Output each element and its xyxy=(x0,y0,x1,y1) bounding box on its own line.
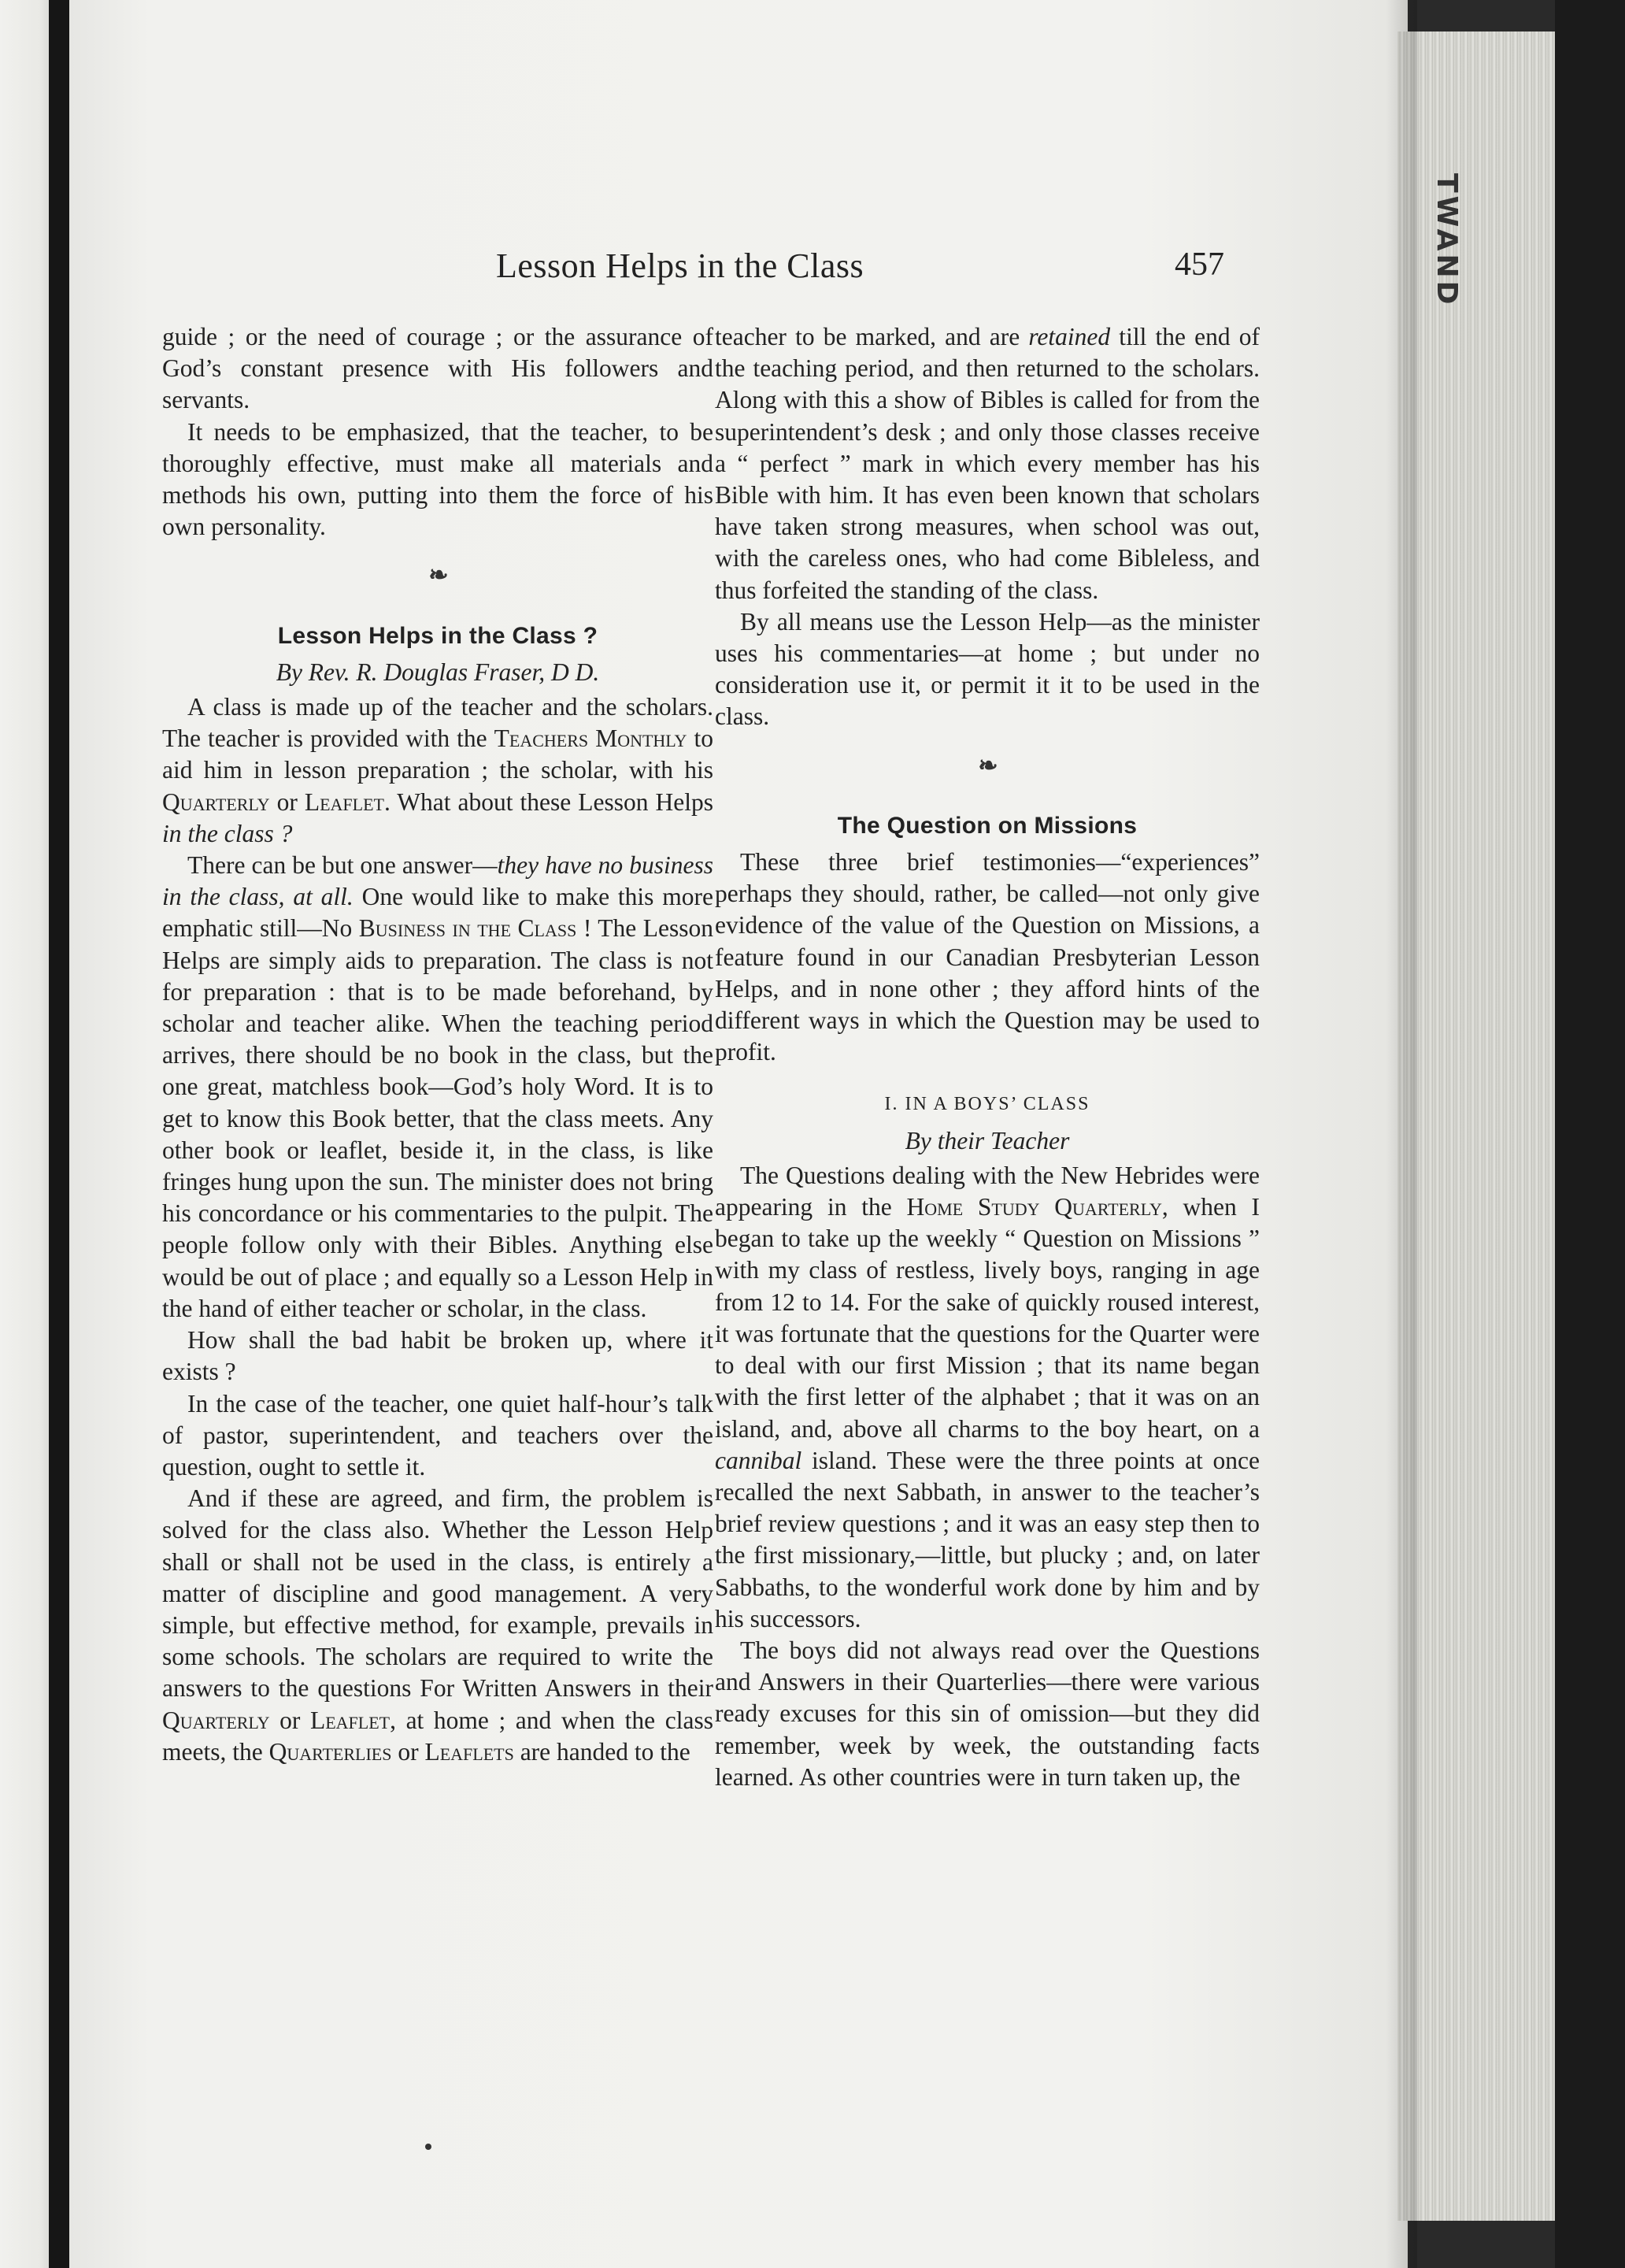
paragraph: It needs to be emphasized, that the teacher, to be thoroughly effective, must make all materials and methods his own, putting into them the force of his own personality. xyxy=(162,417,713,541)
left-column xyxy=(162,321,713,1768)
dark-background xyxy=(1555,0,1625,2268)
subsection-heading: I. IN A BOYS’ CLASS xyxy=(884,1094,1090,1115)
subsection-byline: By their Teacher xyxy=(905,1126,1070,1154)
paragraph: By all means use the Lesson Help—as the minister uses his commentaries—at home ; but under no consideration use it, or permit it it to be used in the class. xyxy=(715,607,1260,731)
paragraph: guide ; or the need of courage ; or the assurance of God’s constant presence with His followers and servants. xyxy=(162,323,713,414)
paragraph: The Questions dealing with the New Hebrides were appearing in the Home Study Quarterly, when I began to take up the weekly “ Question on Missions ” with my class of restless, lively boys, ranging in age from 12 to 14. For the sake of quickly roused interest, it was fortunate that the questions for the Quarter were to deal with our first Mission ; that its name began with the first letter of the alphabet ; that it was on an island, and, above all charms to the boy heart, on a cannibal island. These were the three points at once recalled the next Sabbath, in answer to the teacher’s brief review questions ; and it was an easy step then to the first missionary,—little, but plucky ; and, on later Sabbaths, to the wonderful work done by him and by his successors. xyxy=(715,1161,1260,1632)
binding-gutter xyxy=(49,0,69,2268)
paragraph: How shall the bad habit be broken up, where it exists ? xyxy=(162,1326,713,1386)
paragraph: In the case of the teacher, one quiet half-hour’s talk of pastor, superintendent, and teachers over the question, ought to settle it. xyxy=(162,1389,713,1480)
paragraph: And if these are agreed, and firm, the problem is solved for the class also. Whether the Lesson Help shall or shall not be used in the class, is entirely a matter of discipline and good management. A very simple, but effective method, for example, prevails in some schools. The scholars are required to write the answers to the questions For Written Answers in their Quarterly or Leaflet, at home ; and when the class meets, the Quarterlies or Leaflets are handed to the xyxy=(162,1484,713,1766)
running-head: Lesson Helps in the Class xyxy=(496,246,864,285)
paragraph: These three brief testimonies—“experiences” perhaps they should, rather, be called—not only give evidence of the value of the Question on Missions, a feature found in our Canadian Presbyterian Lesson Helps, and in none other ; they afford hints of the different ways in which the Question may be used to profit. xyxy=(715,848,1260,1066)
fleuron-ornament-icon: ❧ xyxy=(428,562,447,589)
page-number: 457 xyxy=(1175,246,1224,283)
article-title: Lesson Helps in the Class ? xyxy=(277,622,598,649)
right-column xyxy=(715,321,1260,1793)
spine-label: TWAND xyxy=(1431,173,1463,308)
article-byline: By Rev. R. Douglas Fraser, D D. xyxy=(276,658,600,686)
page-stack-edge xyxy=(1397,32,1555,2221)
paragraph: The boys did not always read over the Questions and Answers in their Quarterlies—there were various ready excuses for this sin of omission—but they did remember, week by week, the outstanding facts learned. As other countries were in turn taken up, the xyxy=(715,1636,1260,1791)
section-title: The Question on Missions xyxy=(837,812,1138,839)
paragraph: There can be but one answer—they have no business in the class, at all. One would like to make this more emphatic still—No Business in the Class ! The Lesson Helps are simply aids to preparation. The class is not for preparation : that is to be made beforehand, by scholar and teacher alike. When the teaching period arrives, there should be no book in the class, but the one great, matchless book—God’s holy Word. It is to get to know this Book better, that the class meets. Any other book or leaflet, beside it, in the class, is like fringes hung upon the sun. The minister does not bring his concordance or his commentaries to the pulpit. The people follow only with their Bibles. Anything else would be out of place ; and equally so a Lesson Help in the hand of either teacher or scholar, in the class. xyxy=(162,851,713,1322)
paragraph: teacher to be marked, and are retained till the end of the teaching period, and then returned to the scholars. Along with this a show of Bibles is called for from the superintendent’s desk ; and only those classes receive a “ perfect ” mark in which every member has his Bible with him. It has even been known that scholars have taken strong measures, when school was out, with the careless ones, who had come Bibleless, and thus forfeited the standing of the class. xyxy=(715,323,1260,604)
fleuron-ornament-icon: ❧ xyxy=(978,752,997,779)
ink-speck xyxy=(425,2144,431,2150)
page-shadow xyxy=(1386,0,1417,2268)
paragraph: A class is made up of the teacher and the scholars. The teacher is provided with the Teachers Monthly to aid him in lesson preparation ; the scholar, with his Quarterly or Leaflet. What about these Lesson Helps in the class ? xyxy=(162,693,713,847)
